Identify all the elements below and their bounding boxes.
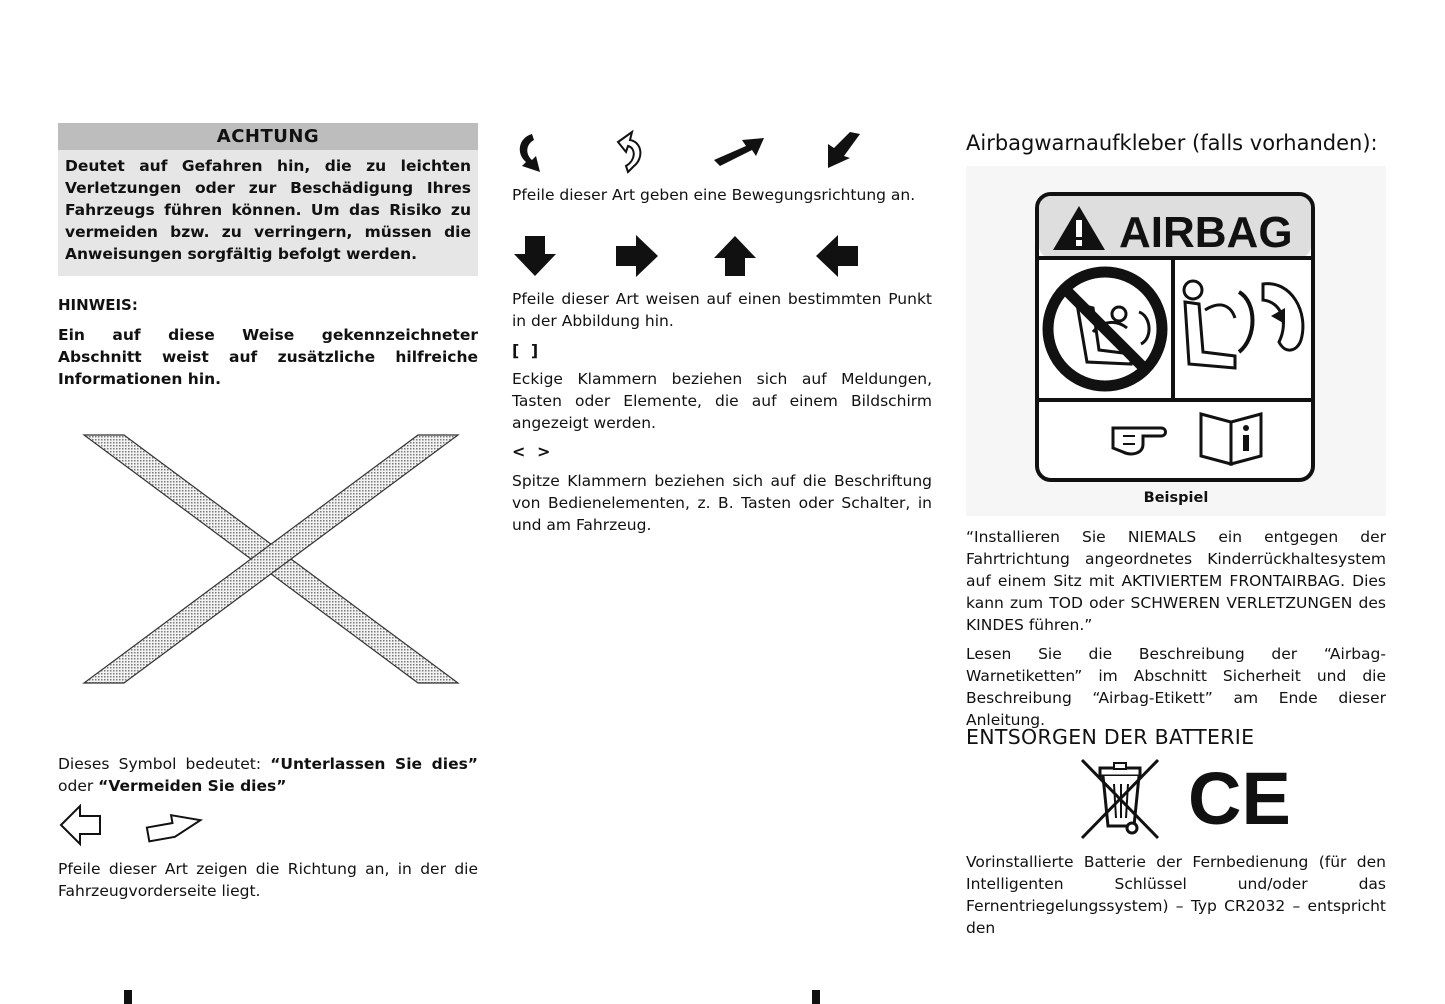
airbag-warning-label [1035, 192, 1315, 482]
airbag-label-figure [966, 166, 1386, 516]
airbag-label-word: AIRBAG [1119, 208, 1293, 257]
manual-book-icon [1201, 414, 1261, 464]
page-edge-mark [812, 990, 820, 1004]
airbag-warning-quote: “Installieren Sie NIEMALS ein entgegen der Fahrtrichtung angeordnetes Kinderrückhaltesystem auf einem Sitz mit AKTIVIERTEM FRONTAIRBAG. Dies kann zum TOD oder SCHWEREN VERLETZUNGEN des KINDES führen.” [966, 528, 1386, 634]
note-text: Ein auf diese Weise gekennzeichneter Abschnitt weist auf zusätzliche hilfreiche Informationen hin. [58, 326, 478, 388]
pointing-arrows-text: Pfeile dieser Art weisen auf einen bestimmten Punkt in der Abbildung hin. [512, 290, 932, 330]
curved-down-arrow-icon [512, 130, 548, 176]
movement-arrows-text: Pfeile dieser Art geben eine Bewegungsrichtung an. [512, 186, 916, 204]
battery-section-title: ENTSORGEN DER BATTERIE [966, 725, 1255, 749]
diagonal-down-arrow-icon [822, 130, 862, 170]
angle-brackets-text: Spitze Klammern beziehen sich auf die Beschriftung von Bedienelementen, z. B. Tasten oder Schalter, in und am Fahrzeug. [512, 472, 932, 534]
page-edge-mark [124, 990, 132, 1004]
curved-return-arrow-icon [614, 130, 650, 176]
pointing-arrows [512, 234, 872, 282]
square-brackets-text: Eckige Klammern beziehen sich auf Meldungen, Tasten oder Elemente, die auf einem Bildschirm angezeigt werden. [512, 370, 932, 432]
prohibition-x-icon [80, 430, 460, 690]
outline-arrows [58, 803, 218, 849]
battery-text: Vorinstallierte Batterie der Fernbedienung (für den Intelligenten Schlüssel und/oder das Fernentriegelungssystem) – Typ CR2032 – entspricht den [966, 853, 1386, 937]
airbag-label-caption: Beispiel [1143, 490, 1209, 506]
airbag-section-title: Airbagwarnaufkleber (falls vorhanden): [966, 131, 1378, 155]
outline-left-arrow-icon [61, 806, 100, 844]
airbag-read-more-text: Lesen Sie die Beschreibung der “Airbag-Warnetiketten” im Abschnitt Sicherheit und die Beschreibung “Airbag-Etikett” am Ende dieser Anleitung. [966, 645, 1386, 729]
caution-box [58, 123, 478, 276]
movement-arrows [512, 130, 872, 178]
angle-brackets-symbol: < > [512, 442, 554, 461]
arrow-right-icon [614, 234, 660, 278]
crossed-out-bin-icon [1082, 760, 1158, 838]
outline-arrows-text: Pfeile dieser Art zeigen die Richtung an, in der die Fahrzeugvorderseite liegt. [58, 860, 478, 900]
disposal-symbols [1078, 757, 1291, 842]
square-brackets-symbol: [ ] [512, 341, 542, 360]
arrow-up-icon [712, 234, 758, 278]
arrow-down-icon [512, 234, 558, 278]
caution-title: ACHTUNG [58, 123, 478, 150]
arrow-left-icon [814, 234, 860, 278]
ce-mark-icon: CE [1188, 757, 1291, 840]
diagonal-up-arrow-icon [712, 130, 766, 170]
note-title: HINWEIS: [58, 296, 138, 314]
caution-text: Deutet auf Gefahren hin, die zu leichten Verletzungen oder zur Beschädigung Ihres Fahrzeugs führen können. Um das Risiko zu vermeiden bzw. zu verringern, müssen die Anweisungen sorgfältig befolgt werden. [65, 157, 471, 263]
symbol-meaning-text: Dieses Symbol bedeutet: “Unterlassen Sie dies” oder “Vermeiden Sie dies” [58, 755, 478, 795]
outline-bent-arrow-icon [145, 810, 202, 841]
